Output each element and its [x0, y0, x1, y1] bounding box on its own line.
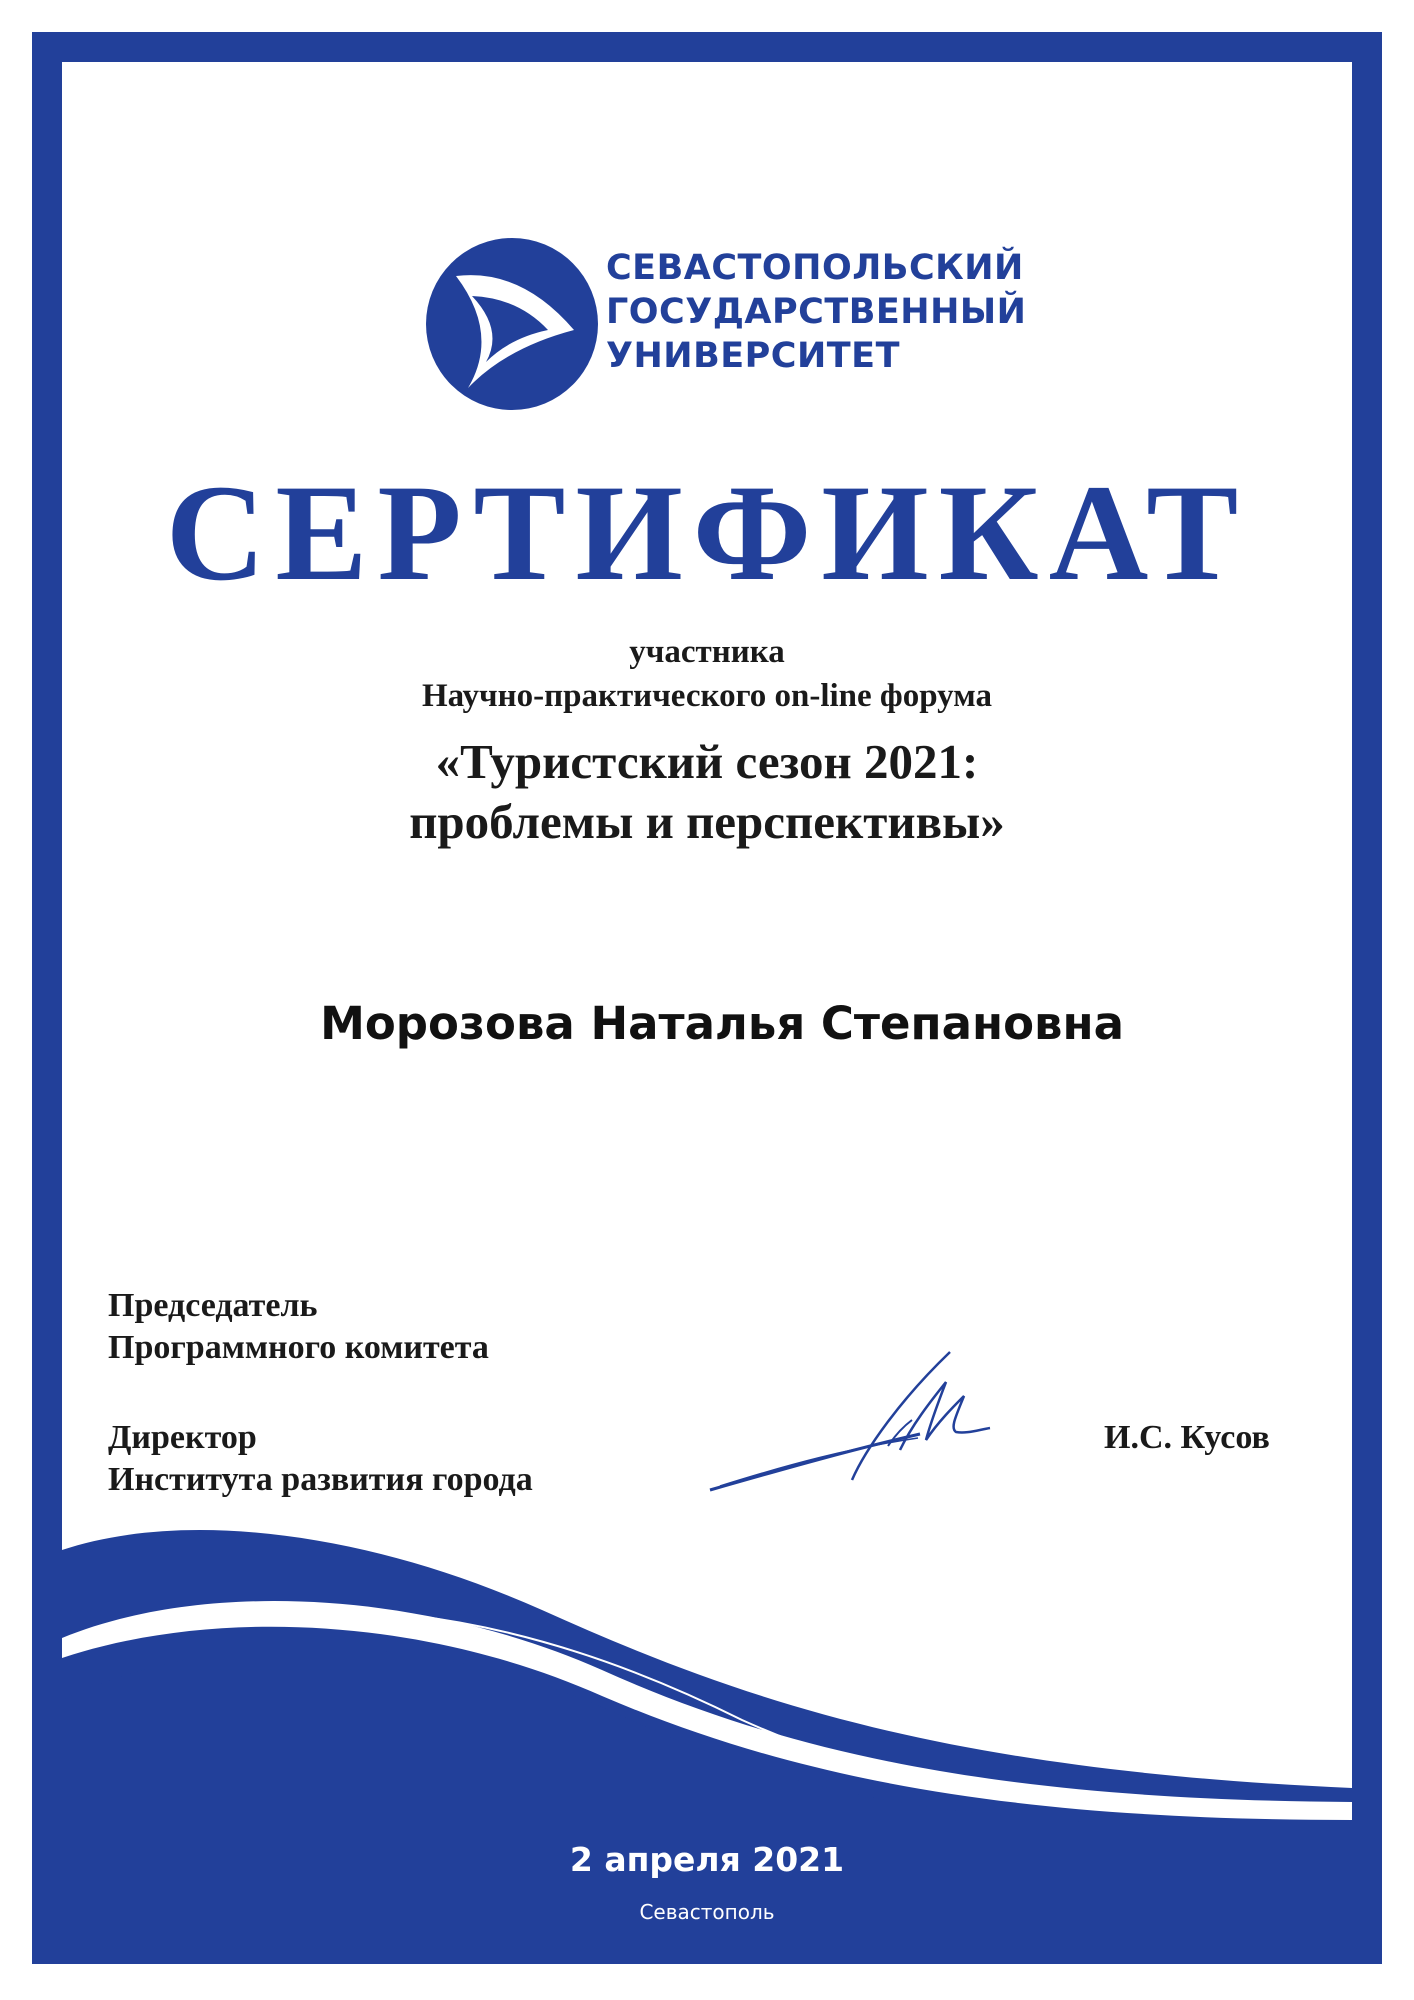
director-title-line-2: Института развития города — [108, 1461, 533, 1498]
university-name-line-1: СЕВАСТОПОЛЬСКИЙ — [606, 248, 1024, 288]
certificate-city: Севастополь — [639, 1900, 775, 1924]
chair-title-line-2: Программного комитета — [108, 1329, 489, 1366]
university-name-line-3: УНИВЕРСИТЕТ — [606, 336, 900, 376]
university-logo-icon — [426, 238, 598, 410]
subtitle-forum: Научно-практического on-line форума — [421, 678, 992, 714]
director-title-line-1: Директор — [108, 1419, 257, 1456]
university-name — [606, 246, 1126, 378]
subtitle-participant: участника — [629, 634, 785, 670]
forum-name-line-2: проблемы и перспективы» — [409, 794, 1005, 849]
handwritten-signature — [700, 1330, 1000, 1510]
certificate-title: СЕРТИФИКАТ — [165, 456, 1249, 609]
university-name-line-2: ГОСУДАРСТВЕННЫЙ — [606, 292, 1027, 332]
forum-name-line-1: «Туристский сезон 2021: — [435, 734, 979, 789]
signer-name: И.С. Кусов — [1104, 1419, 1270, 1456]
recipient-name: Морозова Наталья Степановна — [320, 997, 1124, 1050]
chair-title-line-1: Председатель — [108, 1287, 318, 1324]
certificate-date: 2 апреля 2021 — [569, 1840, 845, 1879]
